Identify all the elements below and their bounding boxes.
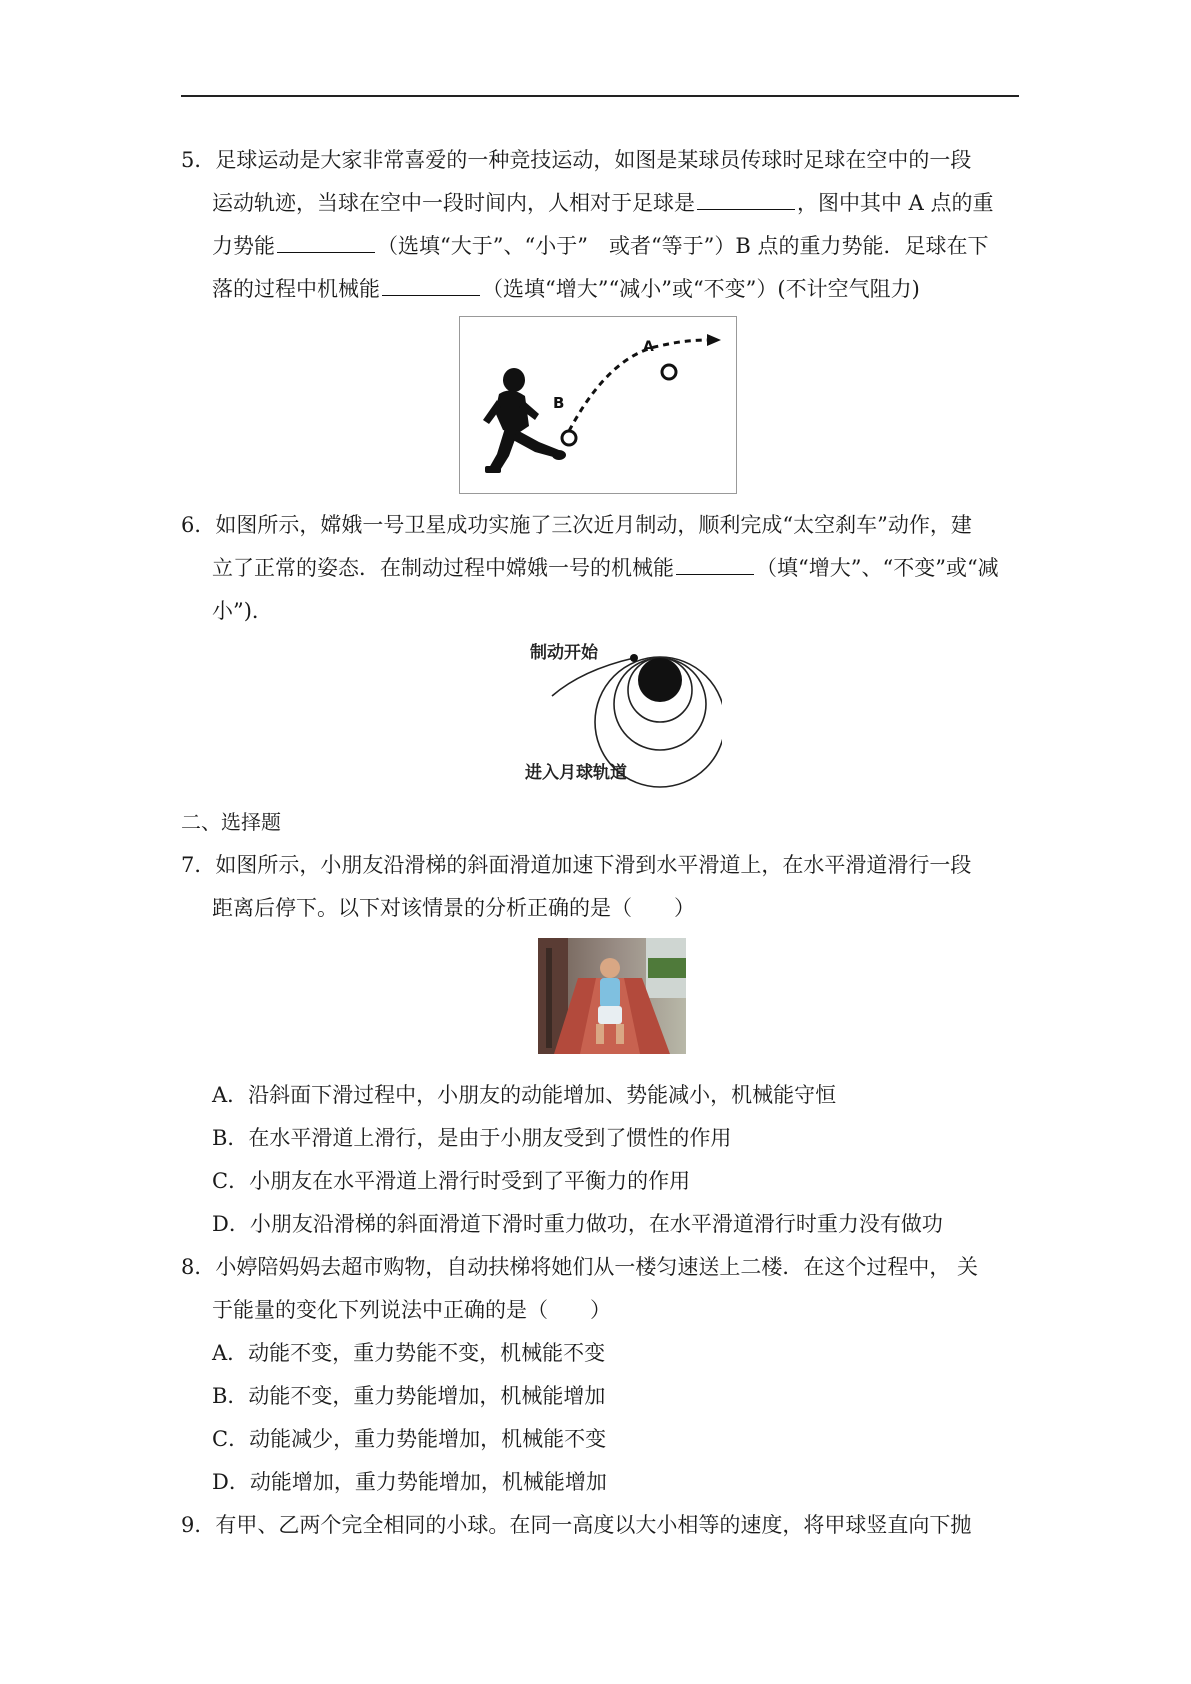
q7-option-d[interactable]: D．小朋友沿滑梯的斜面滑道下滑时重力做功，在水平滑道滑行时重力没有做功	[212, 1212, 943, 1236]
child-shirt	[600, 978, 620, 1008]
q6-line-3: 小”)．	[212, 599, 273, 623]
q6-answer-blank[interactable]	[676, 573, 754, 575]
label-a: A	[643, 339, 654, 355]
q7-option-c[interactable]: C．小朋友在水平滑道上滑行时受到了平衡力的作用	[212, 1169, 691, 1193]
header-rule	[181, 95, 1019, 97]
ball-at-a	[662, 365, 676, 379]
q5-line-2: 运动轨迹，当球在空中一段时间内，人相对于足球是 ，图中其中 A 点的重	[212, 191, 994, 215]
q8-option-b[interactable]: B．动能不变，重力势能增加，机械能增加	[212, 1384, 606, 1408]
q7-number: 7．	[181, 853, 216, 877]
q7-option-a[interactable]: A．沿斜面下滑过程中，小朋友的动能增加、势能减小，机械能守恒	[212, 1083, 837, 1107]
q7-line-1: 7．如图所示，小朋友沿滑梯的斜面滑道加速下滑到水平滑道上，在水平滑道滑行一段	[181, 853, 972, 877]
q8-number: 8．	[181, 1255, 216, 1279]
q5-soccer-figure	[459, 316, 737, 494]
orbit-top-label: 制动开始	[530, 643, 598, 663]
q9-line-1: 9．有甲、乙两个完全相同的小球。在同一高度以大小相等的速度，将甲球竖直向下抛	[181, 1513, 972, 1537]
q8-option-d[interactable]: D．动能增加，重力势能增加，机械能增加	[212, 1470, 607, 1494]
approach-path	[552, 658, 634, 696]
section-title: 二、选择题	[181, 810, 281, 834]
q6-number: 6．	[181, 513, 216, 537]
q7-slide-photo	[538, 938, 686, 1054]
q7-option-b[interactable]: B．在水平滑道上滑行，是由于小朋友受到了惯性的作用	[212, 1126, 732, 1150]
q8-line-2: 于能量的变化下列说法中正确的是（ ）	[212, 1298, 611, 1322]
moon-icon	[638, 658, 682, 702]
q6-line-1: 6．如图所示，嫦娥一号卫星成功实施了三次近月制动，顺利完成“太空刹车”动作，建	[181, 513, 972, 537]
orbit-bottom-label: 进入月球轨道	[525, 763, 627, 783]
q5-answer-blank-1[interactable]	[697, 208, 795, 210]
ball-at-b	[562, 431, 576, 445]
q5-number: 5．	[181, 148, 216, 172]
q5-line-3: 力势能 （选填“大于”、“小于” 或者“等于”）B 点的重力势能．足球在下	[212, 234, 989, 258]
q9-number: 9．	[181, 1513, 216, 1537]
q8-option-c[interactable]: C．动能减少，重力势能增加，机械能不变	[212, 1427, 607, 1451]
q8-option-a[interactable]: A．动能不变，重力势能不变，机械能不变	[212, 1341, 606, 1365]
q6-line-2: 立了正常的姿态．在制动过程中嫦娥一号的机械能 （填“增大”、“不变”或“减	[212, 556, 999, 580]
q6-orbit-figure	[522, 632, 722, 794]
q5-line-4: 落的过程中机械能 （选填“增大”“减小”或“不变”）(不计空气阻力)	[212, 277, 920, 301]
q8-line-1: 8．小婷陪妈妈去超市购物，自动扶梯将她们从一楼匀速送上二楼．在这个过程中， 关	[181, 1255, 979, 1279]
satellite-icon	[630, 654, 638, 662]
q5-answer-blank-2[interactable]	[277, 251, 375, 253]
label-b: B	[553, 394, 565, 412]
child-head	[600, 958, 620, 978]
q7-line-2: 距离后停下。以下对该情景的分析正确的是（ ）	[212, 896, 695, 920]
q5-answer-blank-3[interactable]	[382, 294, 480, 296]
q5-line-1: 5．足球运动是大家非常喜爱的一种竞技运动，如图是某球员传球时足球在空中的一段	[181, 148, 972, 172]
